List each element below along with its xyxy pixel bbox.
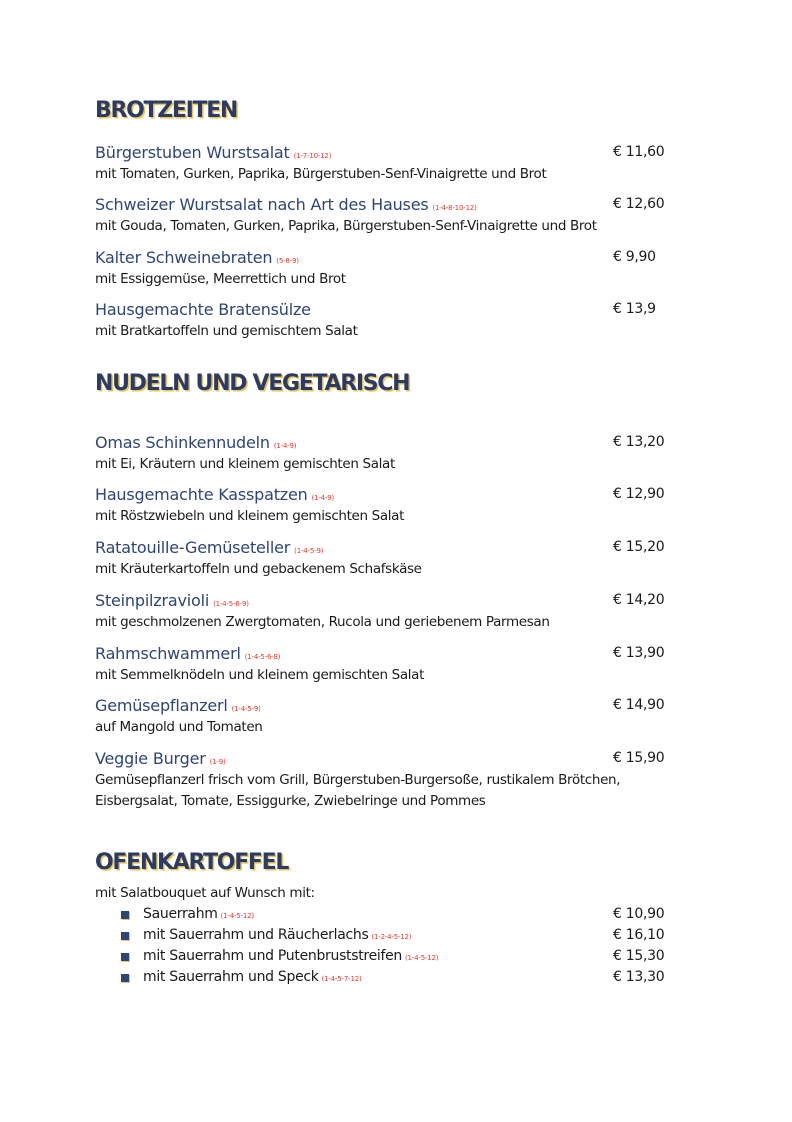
item-allergens: (1-4-5-6-8)	[244, 653, 281, 661]
item-description: mit Röstzwiebeln und kleinem gemischten Salat	[95, 508, 405, 524]
menu-item	[95, 538, 665, 580]
item-description: mit Semmelknödeln und kleinem gemischten Salat	[95, 667, 425, 683]
item-allergens: (1-4-9)	[311, 494, 335, 502]
section-intro: mit Salatbouquet auf Wunsch mit:	[95, 885, 315, 901]
item-name: Omas Schinkennudeln	[95, 433, 270, 452]
item-name: Hausgemachte Kasspatzen	[95, 485, 308, 504]
option-price: € 15,30	[613, 948, 665, 964]
option-price: € 10,90	[613, 906, 665, 922]
menu-item	[95, 143, 665, 185]
item-name: Hausgemachte Bratensülze	[95, 300, 311, 319]
option-name: mit Sauerrahm und Putenbruststreifen	[143, 948, 403, 964]
section-heading-ofenkartoffel: OFENKARTOFFEL	[95, 850, 289, 875]
menu-item	[95, 644, 665, 686]
item-description: mit Gouda, Tomaten, Gurken, Paprika, Bürgerstuben-Senf-Vinaigrette und Brot	[95, 218, 597, 234]
item-name: Ratatouille-Gemüseteller	[95, 538, 291, 557]
menu-item	[95, 300, 665, 342]
item-name: Rahmschwammerl	[95, 644, 241, 663]
menu-item	[95, 749, 665, 812]
item-description: mit Tomaten, Gurken, Paprika, Bürgerstuben-Senf-Vinaigrette und Brot	[95, 166, 547, 182]
item-price: € 12,60	[613, 196, 665, 212]
section-heading-brotzeiten: BROTZEITEN	[95, 98, 238, 123]
item-price: € 15,20	[613, 539, 665, 555]
option-allergens: (1-4-5-12)	[405, 954, 439, 962]
item-description-line2: Eisbergsalat, Tomate, Essiggurke, Zwiebelringe und Pommes	[95, 793, 486, 809]
item-description: Gemüsepflanzerl frisch vom Grill, Bürgerstuben-Burgersoße, rustikalem Brötchen,	[95, 772, 621, 788]
item-price: € 13,90	[613, 645, 665, 661]
option-item	[121, 906, 666, 927]
menu-item	[95, 591, 665, 633]
option-allergens: (1-4-5-7-12)	[321, 975, 362, 983]
bullet-square-icon	[121, 911, 129, 919]
item-allergens: (1-9)	[209, 758, 226, 766]
item-price: € 13,20	[613, 434, 665, 450]
item-description: auf Mangold und Tomaten	[95, 719, 263, 735]
item-name: Veggie Burger	[95, 749, 206, 768]
option-item	[121, 948, 666, 969]
item-description: mit geschmolzenen Zwergtomaten, Rucola und geriebenem Parmesan	[95, 614, 550, 630]
item-description: mit Kräuterkartoffeln und gebackenem Schafskäse	[95, 561, 422, 577]
bullet-square-icon	[121, 974, 129, 982]
item-price: € 15,90	[613, 750, 665, 766]
option-allergens: (1-4-5-12)	[220, 912, 254, 920]
option-item	[121, 969, 666, 990]
item-allergens: (5-8-9)	[276, 257, 299, 265]
option-name: mit Sauerrahm und Speck	[143, 969, 319, 985]
item-name: Kalter Schweinebraten	[95, 248, 273, 267]
item-price: € 9,90	[613, 249, 656, 265]
item-price: € 12,90	[613, 486, 665, 502]
bullet-square-icon	[121, 953, 129, 961]
item-name: Gemüsepflanzerl	[95, 696, 228, 715]
item-description: mit Ei, Kräutern und kleinem gemischten Salat	[95, 456, 395, 472]
menu-item	[95, 696, 665, 738]
option-name: Sauerrahm	[143, 906, 218, 922]
menu-item	[95, 248, 665, 290]
option-price: € 16,10	[613, 927, 665, 943]
item-name: Schweizer Wurstsalat nach Art des Hauses	[95, 195, 429, 214]
item-price: € 14,90	[613, 697, 665, 713]
option-allergens: (1-2-4-5-12)	[371, 933, 412, 941]
item-allergens: (1-4-5-9)	[294, 547, 324, 555]
item-price: € 13,9	[613, 301, 656, 317]
menu-item	[95, 485, 665, 527]
item-allergens: (1-7-10-12)	[293, 152, 332, 160]
item-description: mit Bratkartoffeln und gemischtem Salat	[95, 323, 358, 339]
item-price: € 14,20	[613, 592, 665, 608]
item-allergens: (1-4-8-10-12)	[432, 204, 477, 212]
section-heading-nudeln: NUDELN UND VEGETARISCH	[95, 371, 410, 396]
item-allergens: (1-4-5-6-9)	[213, 600, 249, 608]
option-item	[121, 927, 666, 948]
item-name: Bürgerstuben Wurstsalat	[95, 143, 290, 162]
item-allergens: (1-4-5-9)	[231, 705, 261, 713]
item-description: mit Essiggemüse, Meerrettich und Brot	[95, 271, 346, 287]
item-name: Steinpilzravioli	[95, 591, 210, 610]
menu-item	[95, 195, 665, 237]
bullet-square-icon	[121, 932, 129, 940]
option-name: mit Sauerrahm und Räucherlachs	[143, 927, 369, 943]
menu-item	[95, 433, 665, 475]
option-price: € 13,30	[613, 969, 665, 985]
item-allergens: (1-4-9)	[273, 442, 297, 450]
item-price: € 11,60	[613, 144, 665, 160]
